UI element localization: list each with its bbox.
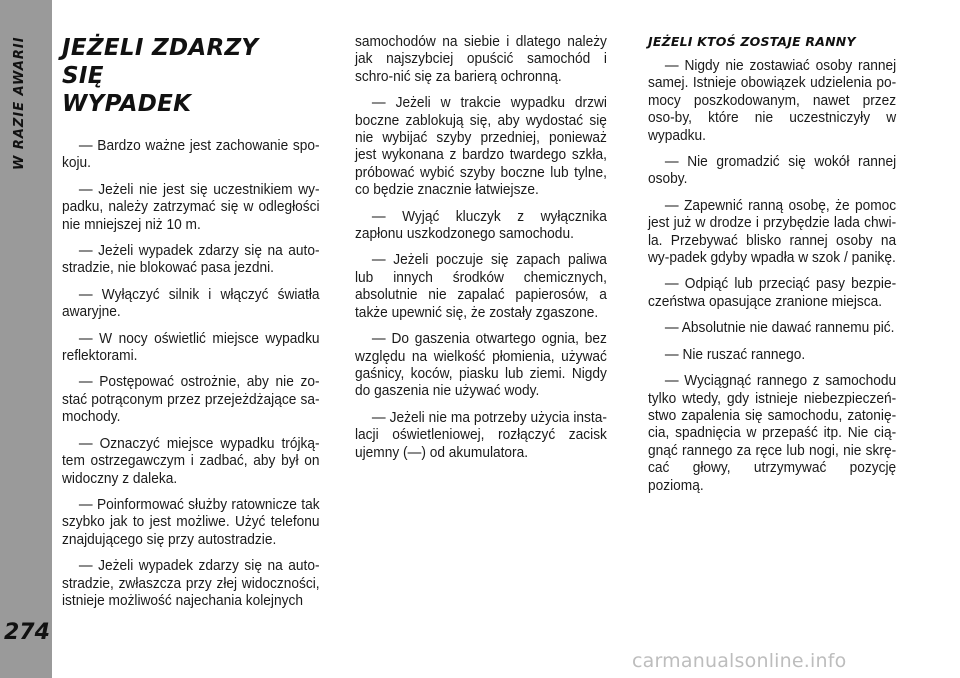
paragraph: — Jeżeli nie jest się uczestnikiem wy-padku, należy zatrzymać się w odległości nie mniejszej niż 10 m. [62, 181, 320, 233]
paragraph: — Jeżeli nie ma potrzeby użycia insta-lacji oświetleniowej, rozłączyć zacisk ujemny (—) od akumulatora. [355, 409, 607, 461]
paragraph: — Jeżeli wypadek zdarzy się na auto-stradzie, zwłaszcza przy złej widoczności, istnieje możliwość najechania kolejnych [62, 558, 320, 609]
paragraph: — Absolutnie nie dawać rannemu pić. [664, 320, 895, 337]
paragraph: — Wyciągnąć rannego z samochodu tylko wtedy, gdy istnieje niebezpieczeń-stwo zapalenia się samochodu, zatonię-cia, spadnięcia w przepaść itp. Nie cią-gnąć rannego za ręce lub nogi, nie skrę-cać głowy, utrzymywać pozycję poziomą. [648, 373, 897, 494]
paragraph: — Wyjąć kluczyk z wyłącznika zapłonu uszkodzonego samochodu. [355, 208, 607, 243]
paragraph: — Oznaczyć miejsce wypadku trójką-tem ostrzegawczym i zadbać, aby był on widoczny z daleka. [62, 435, 320, 487]
watermark: carmanualsonline.info [632, 650, 847, 672]
paragraph: — Poinformować służby ratownicze tak szybko jak to jest możliwe. Użyć telefonu znajdującego się przy autostradzie. [62, 496, 320, 548]
column-1 [62, 34, 320, 619]
paragraph: — Jeżeli poczuje się zapach paliwa lub innych środków chemicznych, absolutnie nie zapalać papierosów, a także upewnić się, że zostały zgaszone. [355, 252, 607, 321]
paragraph: — W nocy oświetlić miejsce wypadku reflektorami. [62, 330, 320, 365]
page-number: 274 [4, 620, 50, 645]
paragraph: — Odpiąć lub przeciąć pasy bezpie-czeństwa opasujące zranione miejsca. [648, 276, 897, 310]
section-title: W RAZIE AWARII [12, 36, 27, 170]
paragraph: — Nigdy nie zostawiać osoby rannej samej. Istnieje obowiązek udzielenia po-mocy poszkodowanym, nawet przez oso-by, które nie uczestniczyły w wypadku. [648, 58, 897, 144]
paragraph: — Zapewnić ranną osobę, że pomoc jest już w drodze i przybędzie lada chwi-la. Przebywać blisko rannej osoby na wy-padek gdyby wpadła w szok / panikę. [648, 197, 897, 267]
paragraph: — Jeżeli wypadek zdarzy się na auto-stradzie, nie blokować pasa jezdni. [62, 243, 320, 277]
page-heading [62, 34, 292, 118]
column-3 [648, 34, 896, 504]
paragraph: — Bardzo ważne jest zachowanie spo-koju. [62, 138, 320, 172]
paragraph: samochodów na siebie i dlatego należy jak najszybciej opuścić samochód i schro-nić się za barierą ochronną. [355, 34, 607, 85]
section-subheading: JEŻELI KTOŚ ZOSTAJE RANNY [648, 34, 856, 49]
column-2 [355, 34, 607, 471]
sidebar [0, 0, 52, 678]
paragraph: — Nie ruszać rannego. [664, 346, 806, 363]
paragraph: — Wyłączyć silnik i włączyć światła awaryjne. [62, 286, 320, 321]
paragraph: — Postępować ostrożnie, aby nie zo-stać potrąconym przez przejeżdżające sa-mochody. [62, 374, 320, 426]
heading-line-2: WYPADEK [62, 91, 192, 117]
paragraph: — Nie gromadzić się wokół rannej osoby. [648, 154, 897, 188]
paragraph: — Jeżeli w trakcie wypadku drzwi boczne zablokują się, aby wydostać się nie wybijać szyby przedniej, ponieważ jest wykonana z bardzo twardego szkła, próbować wybić szyby boczne lub tylne, co będzie znacznie łatwiejsze. [355, 95, 607, 199]
paragraph: — Do gaszenia otwartego ognia, bez względu na wielkość płomienia, używać gaśnicy, koców, piasku lub ziemi. Nigdy do gaszenia nie używać wody. [355, 331, 607, 400]
heading-line-1: JEŻELI ZDARZY SIĘ [62, 35, 259, 89]
